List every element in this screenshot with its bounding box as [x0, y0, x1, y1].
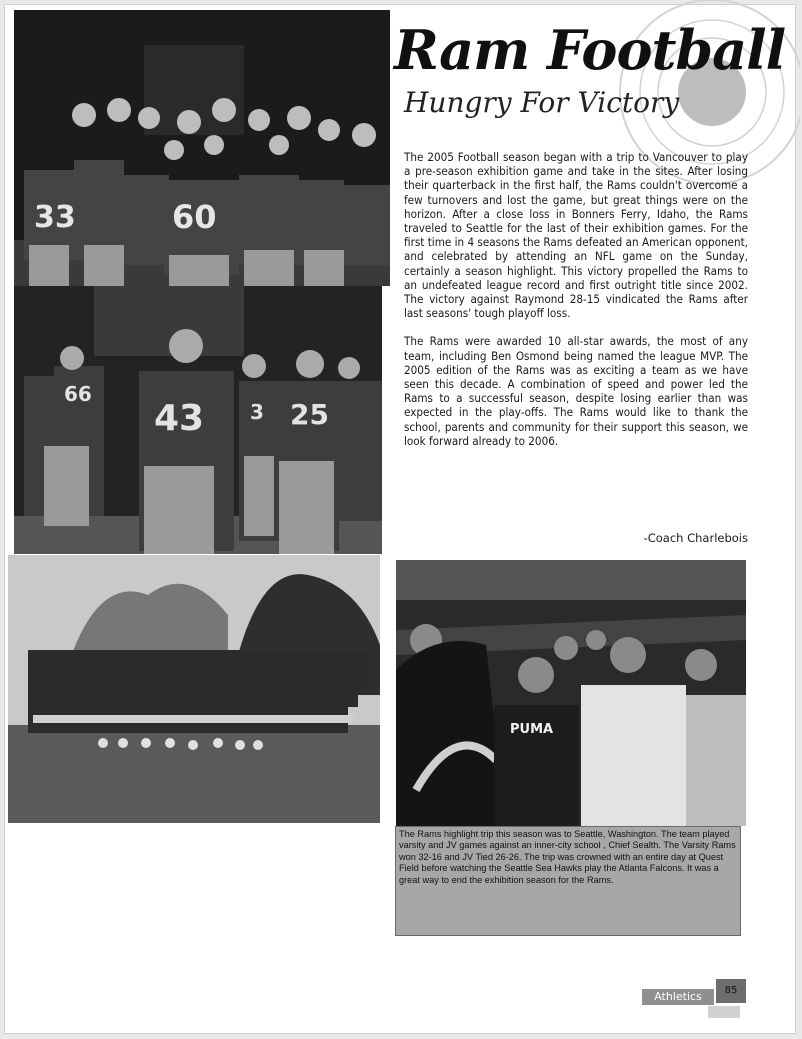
jersey-number: 60 — [172, 198, 217, 236]
article-paragraph: The 2005 Football season began with a trip to Vancouver to play a pre-season exhibition game and take in the sites. After losing their quarterback in the first half, the Rams couldn't overcome a few turnovers and lost the game, but great things were on the horizon. After a close loss in Bonners Ferry, Idaho, the Rams traveled to Seattle for the last of their exhibition games. For the first time in 4 seasons the Rams defeated an American opponent, and celebrated by attending an NFL game on the Sunday, certainly a season highlight. This victory propelled the Rams to an undefeated league record and first outright title since 2002. The victory against Raymond 28-15 vindicated the Rams after last seasons' tough playoff loss. — [404, 150, 748, 321]
shirt-text: PUMA — [510, 722, 554, 737]
jersey-number: 25 — [290, 398, 329, 431]
jersey-number: 43 — [154, 398, 205, 439]
page-title: Ram Football — [394, 18, 786, 82]
team-group-photo — [8, 555, 380, 823]
article-body — [404, 150, 748, 462]
page-subtitle: Hungry For Victory — [404, 86, 680, 119]
photo-caption: The Rams highlight trip this season was to Seattle, Washington. The team played varsity and JV games against an inner-city school , Chief Sealth. The Varsity Rams won 32-16 and JV Tied 26-26. The trip was crowned with an entire day at Quest Field before watching the Seattle Sea Hawks play the Atlanta Falcons. It was a great way to end the exhibition season for the Rams. — [395, 826, 741, 936]
page-number: 85 — [716, 979, 746, 1003]
footer-decoration — [708, 1006, 740, 1018]
fans-stadium-photo — [396, 560, 746, 826]
team-celebration-photo — [14, 10, 390, 286]
jersey-number: 33 — [34, 200, 76, 235]
jersey-number: 3 — [250, 400, 264, 424]
jersey-number: 66 — [64, 382, 92, 406]
article-paragraph: The Rams were awarded 10 all-star awards, the most of any team, including Ben Osmond being named the league MVP. The 2005 edition of the Rams was as exciting a team as we have seen this decade. A combination of speed and power led the Rams to a successful season, despite losing earlier than was expected in the play-offs. The Rams would like to thank the school, parents and community for their support this season, we look forward already to 2006. — [404, 334, 748, 448]
section-label: Athletics — [642, 989, 714, 1005]
players-walking-photo — [14, 286, 382, 554]
article-signature: -Coach Charlebois — [643, 531, 748, 545]
